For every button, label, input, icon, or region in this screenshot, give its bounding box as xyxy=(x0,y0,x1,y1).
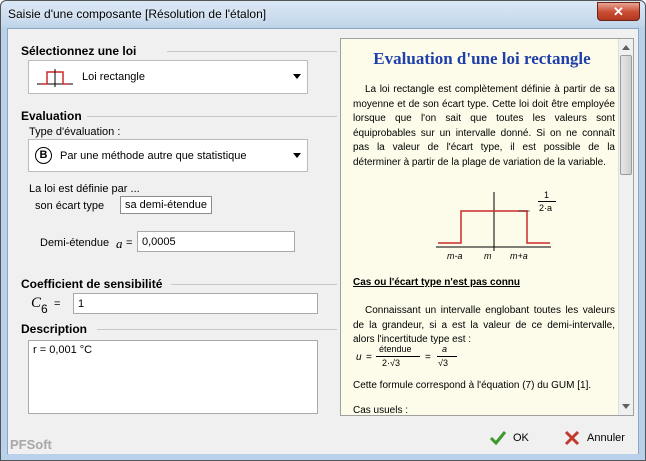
scroll-up-icon[interactable] xyxy=(622,45,630,50)
coeff-equals: = xyxy=(54,298,61,310)
close-button[interactable]: ✕ xyxy=(597,2,640,21)
window-title: Saisie d'une composante [Résolution de l'étalon] xyxy=(8,7,267,21)
formula-eq2: = xyxy=(425,352,431,363)
cas-title: Cas ou l'écart type n'est pas connu xyxy=(353,277,521,288)
separator xyxy=(167,51,337,52)
title-bar[interactable] xyxy=(1,1,645,27)
eval-type-selected-label: Par une méthode autre que statistique xyxy=(60,150,247,162)
formula-frac1-den: 2·√3 xyxy=(382,358,400,368)
cross-icon xyxy=(563,430,581,446)
separator xyxy=(97,329,337,330)
law-select[interactable] xyxy=(28,60,308,94)
help-scrollbar[interactable] xyxy=(618,39,633,415)
scroll-down-icon[interactable] xyxy=(622,404,630,409)
help-panel xyxy=(340,38,634,416)
cas-paragraph: Connaissant un intervalle englobant toutes les valeurs de la grandeur, si a est la valeur de ce demi-intervalle, alors l'incertitude type est : xyxy=(353,305,615,345)
graph-frac-bar xyxy=(538,201,556,202)
left-panel xyxy=(17,38,337,416)
pfsoft-logo: PFSoft xyxy=(10,437,52,452)
law-section-title: Sélectionnez une loi xyxy=(21,44,137,58)
eval-type-badge: B xyxy=(35,147,52,164)
eval-type-label: Type d'évaluation : xyxy=(29,126,121,138)
formula-u: u xyxy=(356,352,362,363)
demi-symbol: a xyxy=(116,236,123,251)
description-section-title: Description xyxy=(21,322,88,336)
evaluation-section-title: Evaluation xyxy=(21,109,82,123)
separator xyxy=(87,116,337,117)
graph-x-mid: m xyxy=(484,251,492,261)
separator xyxy=(171,284,337,285)
eval-type-select[interactable] xyxy=(28,139,308,172)
chevron-down-icon xyxy=(293,74,301,79)
cancel-label: Annuler xyxy=(587,432,625,444)
demi-etendue-input[interactable] xyxy=(137,231,295,252)
formula-frac2-den: √3 xyxy=(438,358,448,368)
defined-by-label: La loi est définie par ... xyxy=(29,183,140,195)
formula-frac1-bar xyxy=(376,356,420,357)
coeff-section-title: Coefficient de sensibilité xyxy=(21,277,163,291)
help-title: Evaluation d'une loi rectangle xyxy=(373,49,591,68)
dialog-client-area xyxy=(7,28,639,454)
tab-ecart-type[interactable]: son écart type xyxy=(35,200,105,212)
formula-frac1-num: étendue xyxy=(379,344,412,354)
coeff-symbol: C xyxy=(31,295,42,311)
demi-equals: = xyxy=(126,237,133,249)
graph-x-left: m-a xyxy=(447,251,463,261)
graph-frac-den: 2·a xyxy=(539,203,553,213)
cancel-button[interactable] xyxy=(558,425,634,451)
ok-button[interactable] xyxy=(484,425,548,451)
coeff-input[interactable] xyxy=(73,293,318,314)
graph-frac-num: 1 xyxy=(544,190,550,200)
description-textarea[interactable]: r = 0,001 °C xyxy=(28,340,318,414)
tab-demi-etendue[interactable]: sa demi-étendue xyxy=(120,196,212,214)
cas-usuels-label: Cas usuels : xyxy=(353,405,409,416)
rectangle-law-icon xyxy=(37,69,73,87)
demi-etendue-label: Demi-étendue xyxy=(40,237,110,249)
bottom-bar xyxy=(8,422,638,454)
coeff-subscript: 6 xyxy=(41,302,48,316)
checkmark-icon xyxy=(489,430,507,446)
ok-label: OK xyxy=(513,432,529,444)
help-intro-paragraph: La loi rectangle est complètement définie à partir de sa moyenne et de son écart type. Cette loi doit être employée lorsque que l'on sait que toutes les valeurs sont équiprobables sur un intervalle donné. Si on ne connaît pas la valeur de l'écart type, il est possible de la déterminer à partir de la plage de variation de la variable. xyxy=(353,84,615,168)
graph-x-right: m+a xyxy=(510,251,528,261)
scroll-thumb[interactable] xyxy=(620,55,632,175)
formula-frac2-num: a xyxy=(442,344,448,354)
chevron-down-icon xyxy=(293,153,301,158)
formula-frac2-bar xyxy=(437,356,457,357)
formula-eq1: = xyxy=(366,352,372,363)
law-selected-label: Loi rectangle xyxy=(82,71,145,83)
formula-reference: Cette formule correspond à l'équation (7) du GUM [1]. xyxy=(353,380,592,391)
